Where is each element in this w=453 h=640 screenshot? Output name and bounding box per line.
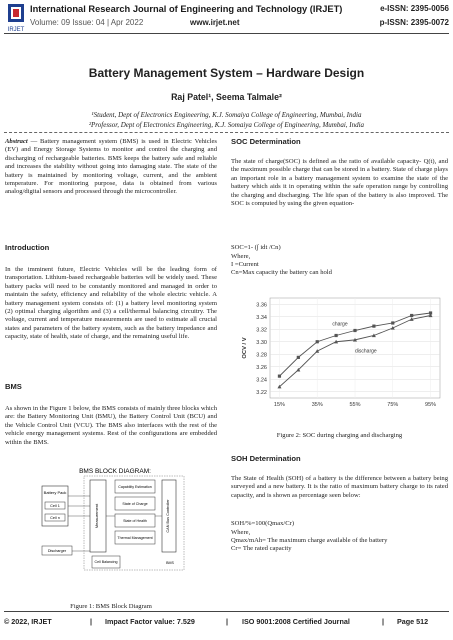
figure-1-caption: Figure 1: BMS Block Diagram bbox=[70, 603, 152, 610]
footer-divider bbox=[4, 611, 449, 612]
footer-sep: | bbox=[382, 617, 385, 626]
soc-where: Where, bbox=[231, 253, 251, 260]
soh-equation: SOH/%=100(Qmax/Cr) bbox=[231, 520, 295, 527]
introduction-text: In the imminent future, Electric Vehicles will be the leading form of transportation. Lithium-based rechargeable batteries will be widely used. These battery packs will need to be constantly monitored and managed in order to maintain the safety, efficiency and reliability of the whole electric vehicle. A battery management system consists of: (1) a battery level monitoring system (2) optimal charging algorithm and (3) a cell/thermal balancing circuitry. The voltage, current and temperature measurements are used to estimate all crucial states and parameters of the battery system, such as the battery impedance and capacity, state of health, state of charge, and the remaining useful life. bbox=[5, 266, 217, 341]
annotation-discharge: discharge bbox=[355, 348, 377, 355]
affiliation-1: ¹Student, Dept of Electronics Engineering, K.J. Somaiya College of Engineering, Mumbai, India bbox=[91, 111, 362, 119]
x-tick-label: 95% bbox=[425, 402, 437, 408]
title-separator bbox=[4, 132, 449, 133]
capability-label: Capability Estimation bbox=[118, 485, 152, 489]
footer-sep: | bbox=[90, 617, 93, 626]
y-tick-label: 3.28 bbox=[256, 352, 267, 359]
bms-heading: BMS bbox=[5, 382, 22, 391]
cell-n-label: Cell n bbox=[50, 516, 60, 520]
soc-ocv-chart bbox=[236, 290, 448, 412]
y-tick-label: 3.34 bbox=[256, 314, 267, 321]
page-header bbox=[0, 0, 453, 56]
data-point-charge bbox=[316, 340, 319, 343]
paper-authors: Raj Patel¹, Seema Talmale² bbox=[171, 92, 282, 102]
soh-text: The State of Health (SOH) of a battery is the difference between a battery being surveyed and a new battery. It is the ratio of maximum battery charge to its rated capacity, and is shown as percentage seen below: bbox=[231, 475, 448, 499]
footer-copyright: © 2022, IRJET bbox=[4, 617, 52, 626]
figure-2-caption: Figure 2: SOC during charging and discharging bbox=[276, 432, 403, 439]
irjet-logo bbox=[4, 4, 28, 34]
bms-block-diagram bbox=[40, 466, 190, 572]
data-point-charge bbox=[297, 356, 300, 359]
y-tick-label: 3.30 bbox=[256, 339, 267, 346]
paper-title: Battery Management System – Hardware Design bbox=[88, 66, 365, 80]
y-axis-label: OCV / V bbox=[242, 337, 248, 359]
affiliation-2: ²Professor, Dept of Electronics Engineering, K.J. Somaiya College of Engineering, Mumbai, India bbox=[88, 121, 365, 129]
thermal-label: Thermal Management bbox=[117, 536, 153, 540]
abstract-block bbox=[5, 138, 217, 197]
x-tick-label: 55% bbox=[349, 402, 361, 408]
soc-heading: SOC Determination bbox=[231, 137, 301, 146]
measurement-label: Measurement bbox=[94, 503, 99, 529]
bms-text: As shown in the Figure 1 below, the BMS consists of mainly three blocks which are: the Battery Monitoring Unit (BMU), the Battery Control Unit (BCU) and the Vehicle Control Unit (VCU). The BMS also interfaces with the rest of the vehicle energy management systems. Rest of the configurations are embedded within the BMS. bbox=[5, 405, 217, 446]
discharger-label: Discharger bbox=[47, 549, 67, 553]
pissn: p-ISSN: 2395-0072 bbox=[379, 18, 449, 27]
data-point-charge bbox=[335, 334, 338, 337]
header-divider bbox=[4, 33, 449, 34]
x-tick-label: 15% bbox=[273, 402, 285, 408]
soc-cn-definition: Cn=Max capacity the battery can hold bbox=[231, 269, 332, 276]
journal-name: International Research Journal of Engineering and Technology (IRJET) bbox=[30, 4, 343, 14]
data-point-charge bbox=[410, 314, 413, 317]
data-point-charge bbox=[372, 325, 375, 328]
cell-balancing-label: Cell Balancing bbox=[94, 560, 118, 564]
footer-impact: Impact Factor value: 7.529 bbox=[105, 617, 195, 626]
soh-where: Where, bbox=[231, 529, 251, 536]
y-tick-label: 3.22 bbox=[256, 389, 267, 396]
y-tick-label: 3.36 bbox=[256, 302, 267, 309]
soc-label: State of Charge bbox=[122, 502, 148, 506]
battery-pack-label: Battery Pack bbox=[43, 490, 67, 495]
can-label: CAN Bus Controller bbox=[166, 499, 170, 533]
abstract-label: Abstract bbox=[5, 138, 28, 145]
data-point-charge bbox=[391, 321, 394, 324]
soh-heading: SOH Determination bbox=[231, 454, 301, 463]
journal-website[interactable]: www.irjet.net bbox=[190, 18, 240, 27]
abstract-text: — Battery management system (BMS) is used in Electric Vehicles (EV) and Energy Storage Systems to monitor and control the charging and discharging of rechargeable batteries. BMS keeps the battery safe and reliable and increases the stability without going into damaging state. The state of the battery is maintained by monitoring voltage, current, and the ambient temperature. For monitoring purpose, data is obtained from various analog/digital sensors and processed through the microcontroller. bbox=[5, 138, 217, 196]
soh-cr-definition: Cr= The rated capacity bbox=[231, 545, 292, 552]
data-point-charge bbox=[278, 375, 281, 378]
x-tick-label: 35% bbox=[311, 402, 323, 408]
introduction-heading: Introduction bbox=[5, 243, 50, 252]
annotation-charge: charge bbox=[332, 321, 348, 328]
y-tick-label: 3.24 bbox=[256, 377, 267, 384]
fig1-title: BMS BLOCK DIAGRAM: bbox=[79, 468, 151, 475]
y-tick-label: 3.32 bbox=[256, 327, 267, 334]
cell-1-label: Cell 1 bbox=[50, 504, 60, 508]
logo-text: IRJET bbox=[7, 27, 25, 33]
eissn: e-ISSN: 2395-0056 bbox=[380, 4, 449, 13]
x-tick-label: 75% bbox=[387, 402, 399, 408]
footer-iso: ISO 9001:2008 Certified Journal bbox=[242, 617, 350, 626]
footer-page: Page 512 bbox=[397, 617, 429, 626]
soc-text: The state of charge(SOC) is defined as the ratio of available capacity- Q(t), and the maximum possible charge that can be stored in a battery. State of charge plays an important role in a battery management system to examine the state of the battery which aids it in operating within the safe operation range by controlling the charging and discharging. The life span of the battery is also improved. The SOC is computed by using the given equation- bbox=[231, 158, 448, 208]
soh-label: State of Health bbox=[123, 519, 147, 523]
soc-i-definition: I =Current bbox=[231, 261, 259, 268]
volume-issue: Volume: 09 Issue: 04 | Apr 2022 bbox=[30, 18, 144, 27]
bms-label: BMS bbox=[166, 561, 174, 565]
y-tick-label: 3.26 bbox=[256, 364, 267, 371]
footer-sep: | bbox=[226, 617, 229, 626]
soh-qmax-definition: Qmax/mAh= The maximum charge available of the battery bbox=[231, 537, 388, 544]
data-point-charge bbox=[353, 329, 356, 332]
soc-equation: SOC=1- (∫ idt /Cn) bbox=[231, 244, 281, 251]
